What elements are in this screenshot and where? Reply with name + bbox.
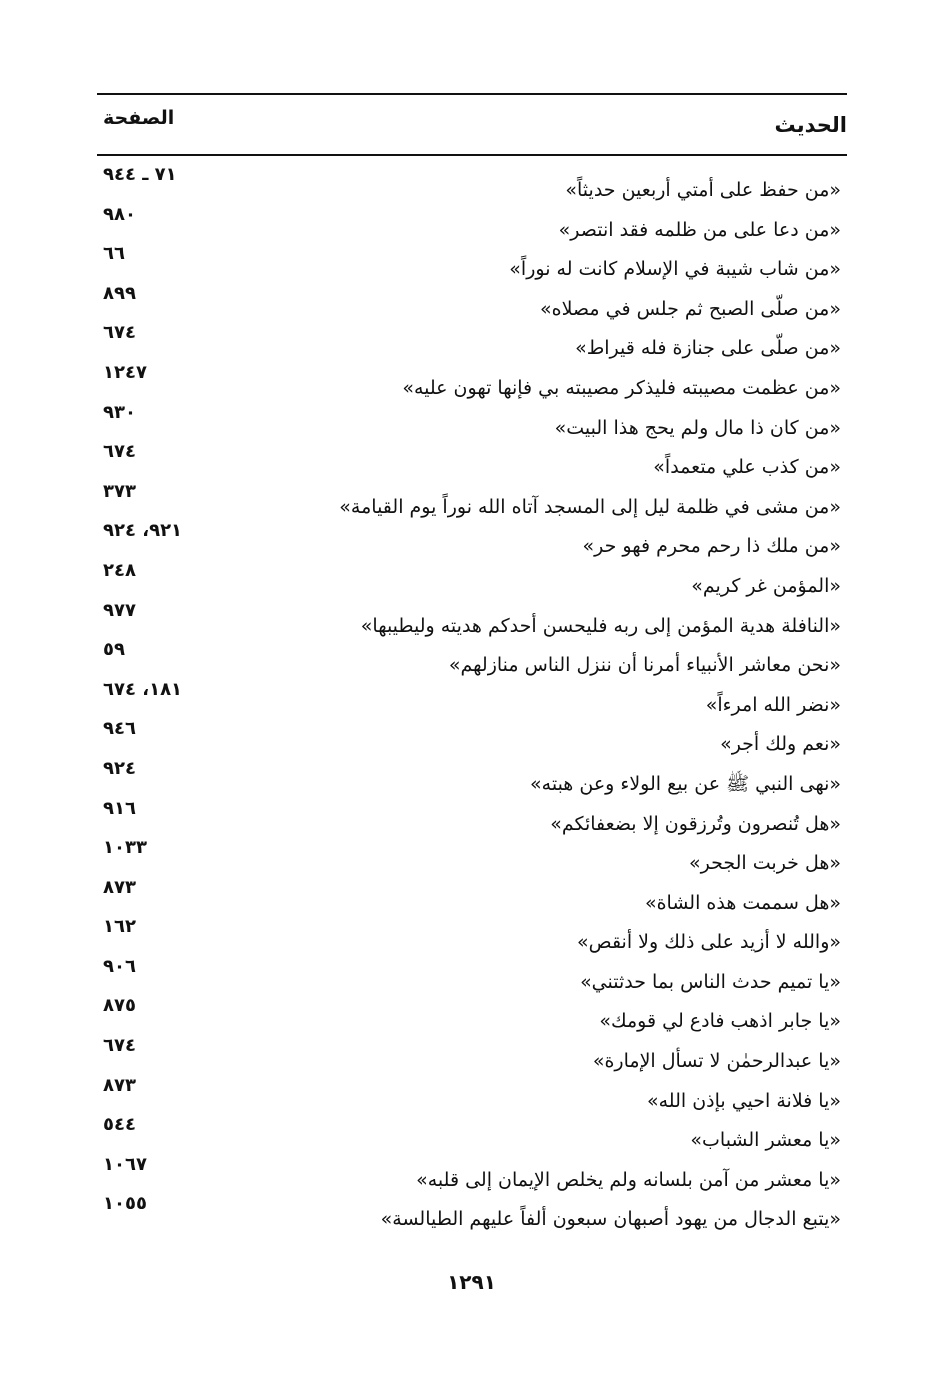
page-reference: ٨٩٩ xyxy=(103,282,136,304)
hadith-text: «من كان ذا مال ولم يحج هذا البيت» xyxy=(554,416,841,439)
index-entry xyxy=(97,954,847,994)
page-reference: ٩٠٦ xyxy=(103,955,136,977)
index-entry xyxy=(97,162,847,202)
hadith-text: «يا معشر من آمن بلسانه ولم يخلص الإيمان إلى قلبه» xyxy=(416,1168,841,1191)
page-column-heading: الصفحة xyxy=(103,107,175,129)
index-entry xyxy=(97,993,847,1033)
hadith-text: «المؤمن غر كريم» xyxy=(691,574,841,597)
hadith-text: «من شاب شيبة في الإسلام كانت له نوراً» xyxy=(509,258,841,281)
index-entry xyxy=(97,1073,847,1113)
page-reference: ٦٧٤ xyxy=(103,322,136,344)
page-reference: ٩٧٧ xyxy=(103,599,136,621)
hadith-text: «يتبع الدجال من يهود أصبهان سبعون ألفاً عليهم الطيالسة» xyxy=(380,1208,841,1231)
page-reference: ٢٤٨ xyxy=(103,559,136,581)
index-entry xyxy=(97,400,847,440)
page-number: ١٢٩١ xyxy=(447,1270,496,1294)
hadith-text: «هل تُنصرون وتُرزقون إلا بضعفائكم» xyxy=(550,812,841,835)
index-entry xyxy=(97,202,847,242)
page-reference: ٩١٦ xyxy=(103,797,136,819)
hadith-text: «نحن معاشر الأنبياء أمرنا أن ننزل الناس منازلهم» xyxy=(448,654,841,677)
page-reference: ٧١ ـ ٩٤٤ xyxy=(103,164,177,185)
hadith-text: «يا جابر اذهب فادع لي قومك» xyxy=(599,1010,841,1033)
page-reference: ١٠٦٧ xyxy=(103,1153,147,1175)
page-reference: ٥٩ xyxy=(103,639,125,661)
page-reference: ٩٢٤ xyxy=(103,757,136,779)
page-reference: ٦٧٤ xyxy=(103,441,136,463)
hadith-text: «من دعا على من ظلمه فقد انتصر» xyxy=(558,218,841,241)
index-entry xyxy=(97,281,847,321)
index-entry xyxy=(97,756,847,796)
hadith-text: «من حفظ على أمتي أربعين حديثاً» xyxy=(565,179,841,201)
hadith-text: «يا معشر الشباب» xyxy=(690,1129,841,1152)
index-entry xyxy=(97,360,847,400)
index-entry xyxy=(97,1033,847,1073)
page-reference: ٥٤٤ xyxy=(103,1114,136,1136)
hadith-text: «نهى النبي ﷺ عن بيع الولاء وعن هبته» xyxy=(530,772,841,795)
index-entry xyxy=(97,875,847,915)
top-rule xyxy=(97,93,847,95)
index-entry xyxy=(97,637,847,677)
hadith-text: «من مشى في ظلمة ليل إلى المسجد آتاه الله نوراً يوم القيامة» xyxy=(339,495,841,518)
page-reference: ١٨١، ٦٧٤ xyxy=(103,678,183,700)
hadith-text: «النافلة هدية المؤمن إلى ربه فليحسن أحدكم هديته وليطيبها» xyxy=(360,614,841,637)
page-reference: ٣٧٣ xyxy=(103,480,136,502)
index-entry xyxy=(97,1112,847,1152)
page-reference: ١٠٥٥ xyxy=(103,1193,147,1215)
index-entry xyxy=(97,796,847,836)
index-entry xyxy=(97,716,847,756)
hadith-text: «هل سممت هذه الشاة» xyxy=(644,891,841,914)
hadith-text: «من عظمت مصيبته فليذكر مصيبته بي فإنها تهون عليه» xyxy=(402,376,841,399)
page-reference: ٨٧٣ xyxy=(103,1074,136,1096)
table-header xyxy=(97,104,847,146)
index-entry xyxy=(97,439,847,479)
page-reference: ٩٤٦ xyxy=(103,718,136,740)
hadith-text: «من صلّى الصبح ثم جلس في مصلاه» xyxy=(540,297,841,320)
index-entry xyxy=(97,558,847,598)
index-entry xyxy=(97,914,847,954)
hadith-text: «هل خربت الجحر» xyxy=(689,852,841,875)
index-entry xyxy=(97,479,847,519)
index-entry xyxy=(97,241,847,281)
index-entry xyxy=(97,320,847,360)
hadith-text: «من كذب علي متعمداً» xyxy=(653,456,841,479)
index-entry xyxy=(97,518,847,558)
page-reference: ٩٢١، ٩٢٤ xyxy=(103,520,183,542)
index-entry xyxy=(97,1191,847,1231)
hadith-text: «يا تميم حدث الناس بما حدثتني» xyxy=(580,970,841,993)
hadith-text: «نعم ولك أجر» xyxy=(720,733,841,756)
index-entry xyxy=(97,598,847,638)
hadith-text: «يا عبدالرحمٰن لا تسأل الإمارة» xyxy=(592,1050,841,1073)
page-reference: ١٢٤٧ xyxy=(103,361,147,383)
index-entry xyxy=(97,1152,847,1192)
page-reference: ٦٦ xyxy=(103,243,125,265)
index-entry xyxy=(97,677,847,717)
page-reference: ٦٧٤ xyxy=(103,1035,136,1057)
header-rule xyxy=(97,154,847,156)
hadith-text: «من صلّى على جنازة فله قيراط» xyxy=(575,337,841,360)
page-reference: ١٠٣٣ xyxy=(103,837,147,859)
page-reference: ٩٣٠ xyxy=(103,401,136,423)
index-entry xyxy=(97,835,847,875)
hadith-text: «من ملك ذا رحم محرم فهو حر» xyxy=(582,535,841,558)
page-reference: ٩٨٠ xyxy=(103,203,136,225)
hadith-column-heading: الحديث xyxy=(774,113,847,137)
hadith-text: «يا فلانة احيي بإذن الله» xyxy=(646,1089,841,1112)
page-reference: ٨٧٣ xyxy=(103,876,136,898)
hadith-text: «والله لا أزيد على ذلك ولا أنقص» xyxy=(577,931,841,954)
page-reference: ١٦٢ xyxy=(103,916,136,938)
hadith-index-list xyxy=(97,162,847,1231)
hadith-text: «نضر الله امرءاً» xyxy=(705,693,841,716)
page-reference: ٨٧٥ xyxy=(103,995,136,1017)
